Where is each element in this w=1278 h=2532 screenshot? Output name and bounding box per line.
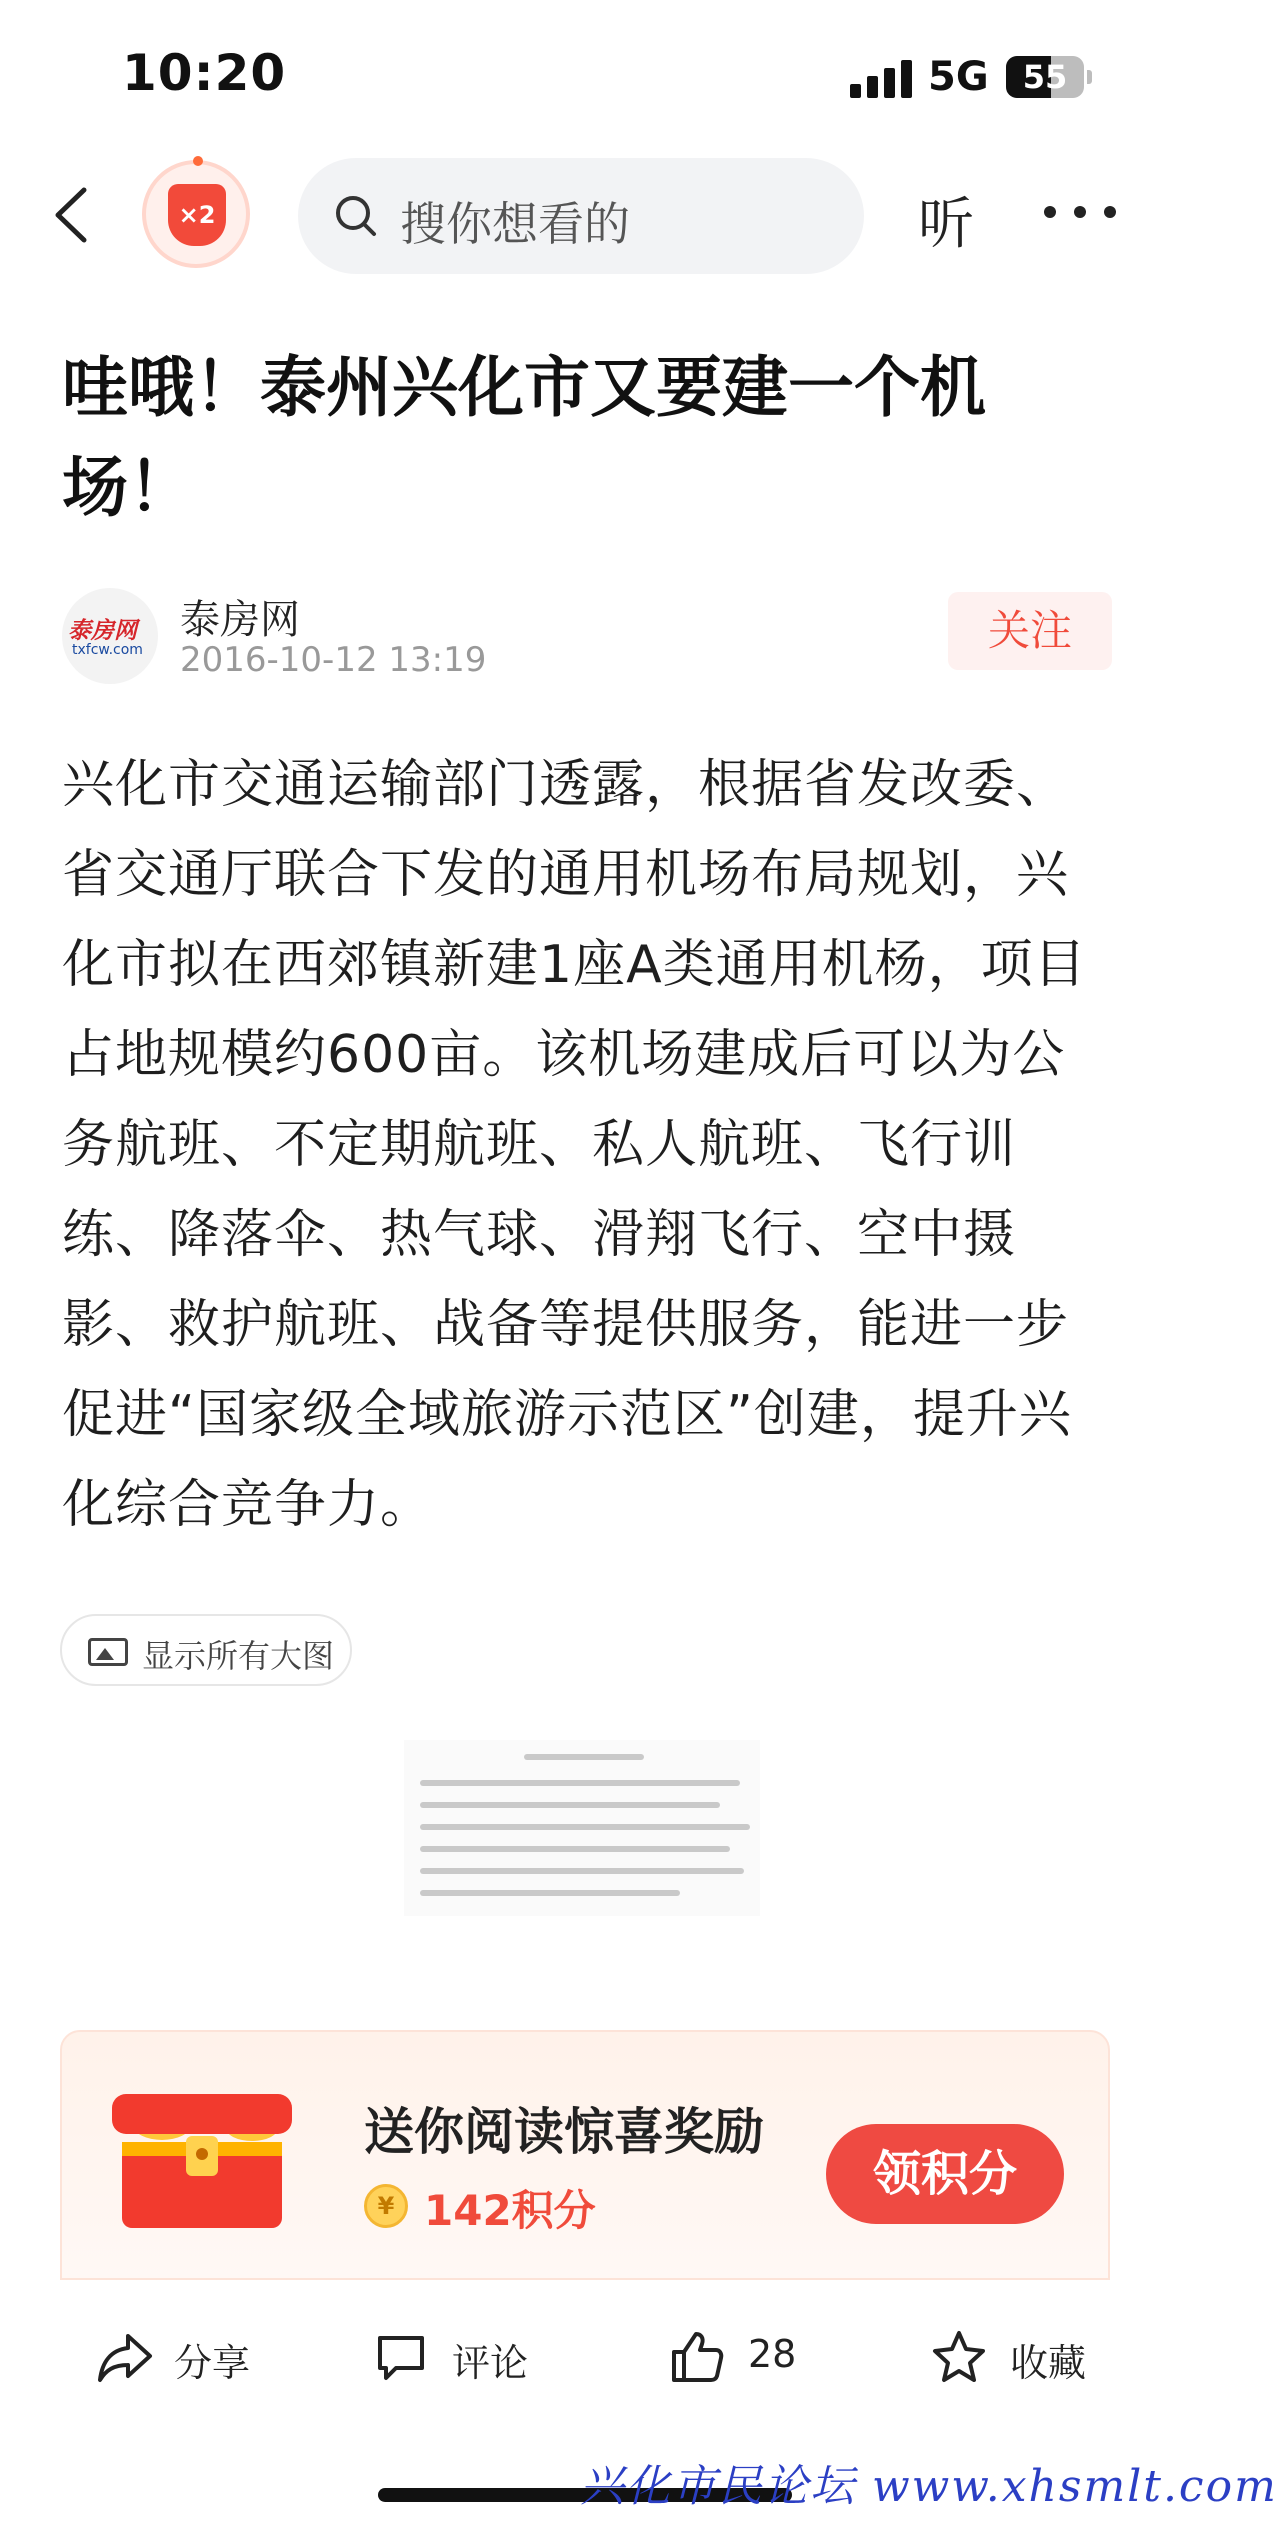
like-count: 28 — [748, 2332, 797, 2376]
author-row — [62, 588, 1112, 688]
more-options-icon[interactable] — [1044, 206, 1118, 222]
author-logo-text: 泰房网 — [68, 618, 137, 644]
article-body: 兴化市交通运输部门透露，根据省发改委、省交通厅联合下发的通用机场布局规划，兴化市拟在西郊镇新建1座A类通用机杨，项目占地规模约600亩。该机场建成后可以为公务航班、不定期航班、私人航班、飞行训练、降落伞、热气球、滑翔飞行、空中摄影、救护航班、战备等提供服务，能进一步促进“国家级全域旅游示范区”创建，提升兴化综合竞争力。 — [62, 755, 1087, 1535]
share-button[interactable] — [96, 2320, 266, 2400]
points-coin-icon: ¥ — [364, 2184, 408, 2228]
cellular-signal-icon — [850, 60, 912, 98]
article-title: 哇哦！泰州兴化市又要建一个机场！ — [62, 349, 986, 526]
show-all-images-button[interactable] — [60, 1614, 352, 1686]
treasure-chest-icon — [102, 2086, 302, 2236]
claim-points-button[interactable]: 领积分 — [826, 2124, 1064, 2224]
article-image[interactable] — [404, 1740, 760, 1916]
comment-button[interactable] — [372, 2320, 542, 2400]
network-type: 5G — [928, 54, 989, 100]
status-time: 10:20 — [122, 44, 287, 102]
publish-date: 2016-10-12 13:19 — [180, 640, 487, 680]
star-icon — [930, 2328, 988, 2386]
battery-icon — [1006, 56, 1084, 98]
favorite-button[interactable] — [930, 2320, 1100, 2400]
image-icon — [88, 1638, 128, 1666]
like-button[interactable] — [668, 2320, 808, 2400]
share-icon — [96, 2328, 154, 2386]
forum-watermark: 兴化市民论坛 www.xhsmlt.com — [580, 2461, 1278, 2512]
reading-reward-card — [60, 2030, 1110, 2280]
author-logo-domain: txfcw.com — [72, 642, 143, 658]
share-label: 分享 — [174, 2341, 251, 2385]
notification-dot — [193, 156, 203, 166]
reward-multiplier: ×2 — [168, 184, 226, 246]
search-icon — [334, 194, 378, 238]
listen-button[interactable]: 听 — [918, 192, 974, 257]
top-nav — [0, 150, 1170, 280]
back-button[interactable] — [40, 180, 110, 250]
thumbs-up-icon — [668, 2328, 726, 2386]
favorite-label: 收藏 — [1010, 2341, 1087, 2385]
chevron-left-icon — [40, 180, 110, 250]
status-bar — [0, 0, 1170, 150]
reward-title: 送你阅读惊喜奖励 — [364, 2103, 764, 2161]
comment-label: 评论 — [452, 2341, 529, 2385]
battery-tip — [1087, 70, 1092, 84]
show-all-images-label: 显示所有大图 — [142, 1637, 335, 1675]
search-placeholder: 搜你想看的 — [400, 197, 630, 251]
reading-reward-badge[interactable] — [142, 160, 250, 268]
author-name[interactable]: 泰房网 — [180, 597, 300, 643]
comment-icon — [372, 2328, 430, 2386]
author-avatar[interactable] — [62, 588, 158, 684]
search-input[interactable] — [298, 158, 864, 274]
bottom-action-bar — [0, 2284, 1170, 2434]
follow-button[interactable]: 关注 — [948, 592, 1112, 670]
battery-level: 55 — [1022, 58, 1068, 96]
points-amount: 142积分 — [424, 2186, 596, 2235]
